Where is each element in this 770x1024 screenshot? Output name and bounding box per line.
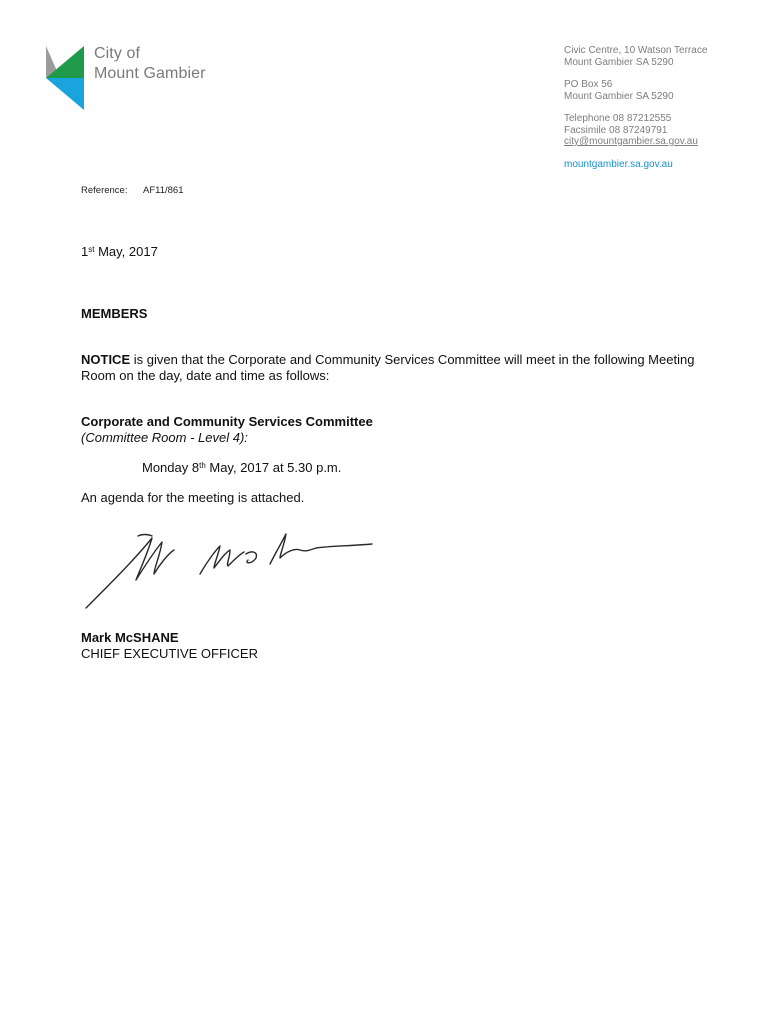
- signature-image: [80, 524, 380, 614]
- logo-line-mount-gambier: Mount Gambier: [94, 65, 206, 82]
- logo-wordmark: [94, 44, 206, 84]
- contact-email-link[interactable]: city@mountgambier.sa.gov.au: [564, 136, 698, 147]
- committee-title: Corporate and Community Services Committee: [81, 414, 373, 429]
- contact-address-line1: Civic Centre, 10 Watson Terrace: [564, 45, 708, 56]
- notice-paragraph: [81, 352, 721, 384]
- city-logo-icon: [46, 46, 86, 112]
- reference-label: Reference:: [81, 185, 128, 196]
- signer-name: Mark McSHANE: [81, 630, 179, 645]
- meeting-date-time: [142, 460, 341, 476]
- contact-po-line2: Mount Gambier SA 5290: [564, 90, 674, 102]
- reference-line: [81, 185, 184, 196]
- committee-room: (Committee Room - Level 4):: [81, 430, 248, 445]
- contact-telephone: Telephone 08 87212555: [564, 113, 672, 124]
- notice-bold-word: NOTICE: [81, 352, 131, 367]
- notice-text: is given that the Corporate and Community Services Committee will meet in the following Meeting Room on the day, date and time as follows:: [81, 352, 695, 383]
- letter-date: [81, 244, 158, 260]
- date-suffix: st: [88, 245, 95, 254]
- logo-blue-shape: [46, 78, 84, 110]
- signer-title: CHIEF EXECUTIVE OFFICER: [81, 646, 258, 661]
- reference-value: AF11/861: [143, 185, 184, 196]
- date-rest: May, 2017: [94, 244, 158, 259]
- contact-website-link[interactable]: mountgambier.sa.gov.au: [564, 158, 673, 170]
- meeting-suffix: th: [199, 461, 206, 470]
- logo-line-city-of: City of: [94, 45, 141, 62]
- contact-details: [564, 45, 707, 170]
- contact-address-line2: Mount Gambier SA 5290: [564, 56, 674, 68]
- date-day: 1: [81, 244, 89, 259]
- meeting-rest: May, 2017 at 5.30 p.m.: [205, 460, 342, 475]
- contact-facsimile: Facsimile 08 87249791: [564, 124, 668, 136]
- contact-po-line1: PO Box 56: [564, 79, 613, 90]
- meeting-prefix: Monday 8: [142, 460, 200, 475]
- addressee-heading: MEMBERS: [81, 306, 148, 321]
- agenda-note: An agenda for the meeting is attached.: [81, 490, 305, 505]
